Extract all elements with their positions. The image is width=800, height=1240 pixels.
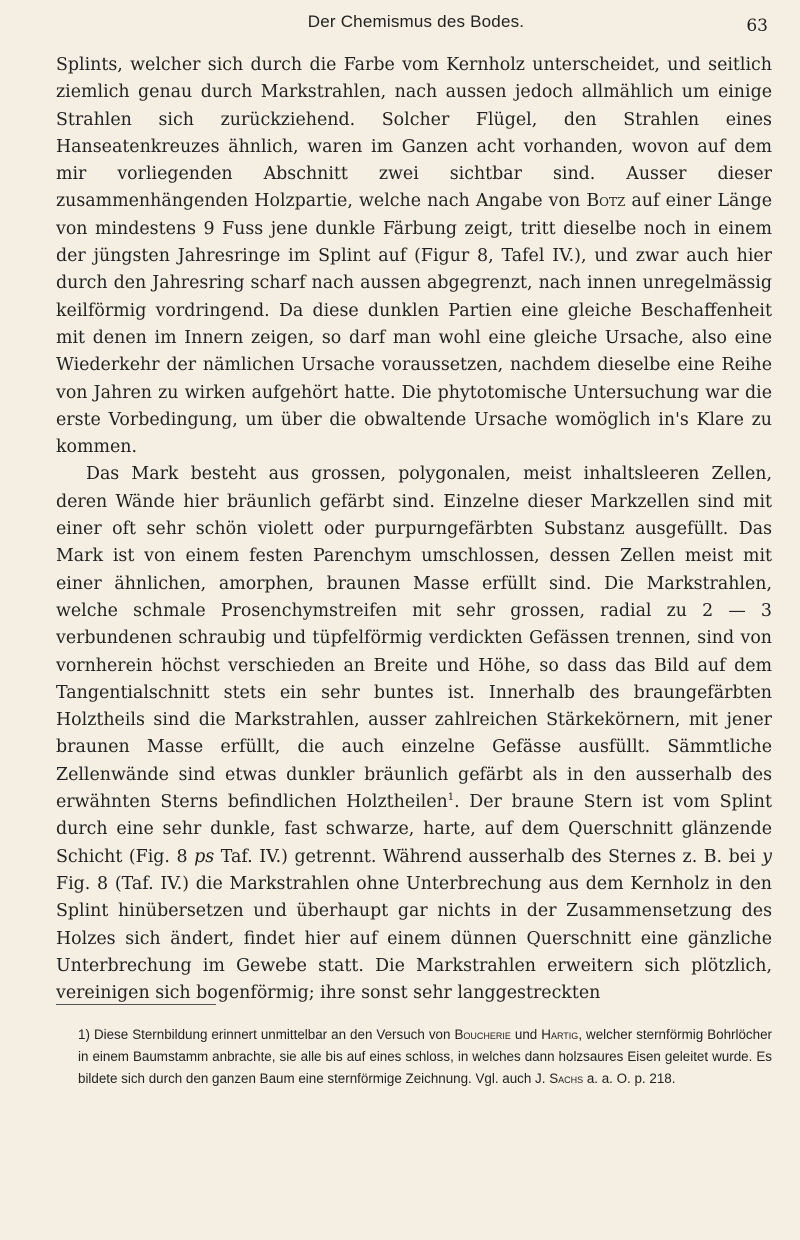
- footnote-text-a: Diese Sternbildung erinnert unmittelbar an den Versuch von: [89, 1027, 455, 1042]
- label-y: y: [762, 846, 772, 867]
- footnote-name-sachs: Sachs: [549, 1070, 584, 1086]
- footnote: [56, 1024, 772, 1089]
- running-title: Der Chemismus des Bodes.: [307, 12, 525, 31]
- paragraph-2-part-c: Taf. IV.) getrennt. Während ausserhalb des Sternes z. B. bei: [214, 846, 763, 867]
- main-text: [56, 52, 772, 1007]
- paragraph-2: [56, 461, 772, 1007]
- paragraph-2-part-a: Das Mark besteht aus grossen, polygonalen, meist inhaltsleeren Zellen, deren Wände hier bräunlich gefärbt sind. Einzelne dieser Markzellen sind mit einer oft sehr schön violett oder purpurngefärbten Substanz ausgefüllt. Das Mark ist von einem festen Parenchym umschlossen, dessen Zellen meist mit einer ähnlichen, amorphen, braunen Masse erfüllt sind. Die Markstrahlen, welche schmale Prosenchymstreifen mit sehr grossen, radial zu 2 — 3 verbundenen schraubig und tüpfelförmig verdickten Gefässen trennen, sind von vornherein höchst verschieden an Breite und Höhe, so dass das Bild auf dem Tangentialschnitt stets ein sehr buntes ist. Innerhalb des braungefärbten Holztheils sind die Markstrahlen, ausser zahlreichen Stärkekörnern, mit jener braunen Masse erfüllt, die auch einzelne Gefässe ausfüllt. Sämmtliche Zellenwände sind etwas dunkler bräunlich gefärbt als in den ausserhalb des erwähnten Sterns befindlichen Holztheilen: [56, 464, 772, 813]
- label-ps: ps: [194, 846, 215, 867]
- footnote-reference: 1: [447, 792, 455, 804]
- footnote-marker: 1): [78, 1027, 90, 1042]
- footnote-name-hartig: Hartig: [541, 1027, 579, 1042]
- paragraph-2-part-d: Fig. 8 (Taf. IV.) die Markstrahlen ohne Unterbrechung aus dem Kernholz in den Splint hinübersetzen und überhaupt gar nichts in der Zusammensetzung des Holzes sich ändert, findet hier auf einem dünnen Querschnitt eine gänzliche Unterbrechung im Gewebe statt. Die Markstrahlen erweitern sich plötzlich, vereinigen sich bogenförmig; ihre sonst sehr langgestreckten: [56, 873, 772, 1004]
- author-name-botz: Botz: [586, 191, 626, 212]
- paragraph-1-rest: auf einer Länge von mindestens 9 Fuss jene dunkle Färbung zeigt, tritt dieselbe noch in einem der jüngsten Jahresringe im Splint auf (Figur 8, Tafel IV.), und zwar auch hier durch den Jahresring scharf nach aussen abgegrenzt, nach innen unregelmässig keilförmig vordringend. Da diese dunklen Partien eine gleiche Beschaffenheit mit denen im Innern zeigen, so darf man wohl eine gleiche Ursache, also eine Wiederkehr der nämlichen Ursache voraussetzen, nachdem dieselbe eine Reihe von Jahren zu wirken aufgehört hatte. Die phytotomische Untersuchung war die erste Vorbedingung, um über die obwaltende Ursache womöglich in's Klare zu kommen.: [56, 191, 773, 458]
- footnote-divider: [56, 1004, 216, 1005]
- page-number: 63: [746, 16, 768, 36]
- paragraph-1: [56, 52, 772, 461]
- footnote-name-boucherie: Boucherie: [454, 1027, 511, 1042]
- footnote-body: [78, 1024, 772, 1089]
- paragraph-2-part-b: . Der braune Stern ist vom Splint durch eine sehr dunkle, fast schwarze, harte, auf dem Querschnitt glänzende Schicht (Fig. 8: [56, 792, 772, 867]
- paragraph-1-text: Splints, welcher sich durch die Farbe vom Kernholz unterscheidet, und seitlich ziemlich genau durch Markstrahlen, nach aussen jedoch allmählich um einige Strahlen sich zurückziehend. Solcher Flügel, den Strahlen eines Hanseatenkreuzes ähnlich, waren im Ganzen acht vorhanden, wovon auf dem mir vorliegenden Abschnitt zwei sichtbar sind. Ausser dieser zusammenhängenden Holzpartie, welche nach Angabe von: [56, 55, 772, 212]
- footnote-text-b: und: [510, 1027, 542, 1042]
- footnote-text-c: , welcher sternförmig Bohrlöcher in einem Baumstamm anbrachte, sie alle bis auf eines schloss, in welches dann holzsaures Eisen geleitet wurde. Es bildete sich durch den ganzen Baum eine sternförmige Zeichnung. Vgl. auch J.: [78, 1027, 772, 1086]
- page-header: [56, 10, 776, 38]
- footnote-text-d: a. a. O. p. 218.: [583, 1070, 676, 1086]
